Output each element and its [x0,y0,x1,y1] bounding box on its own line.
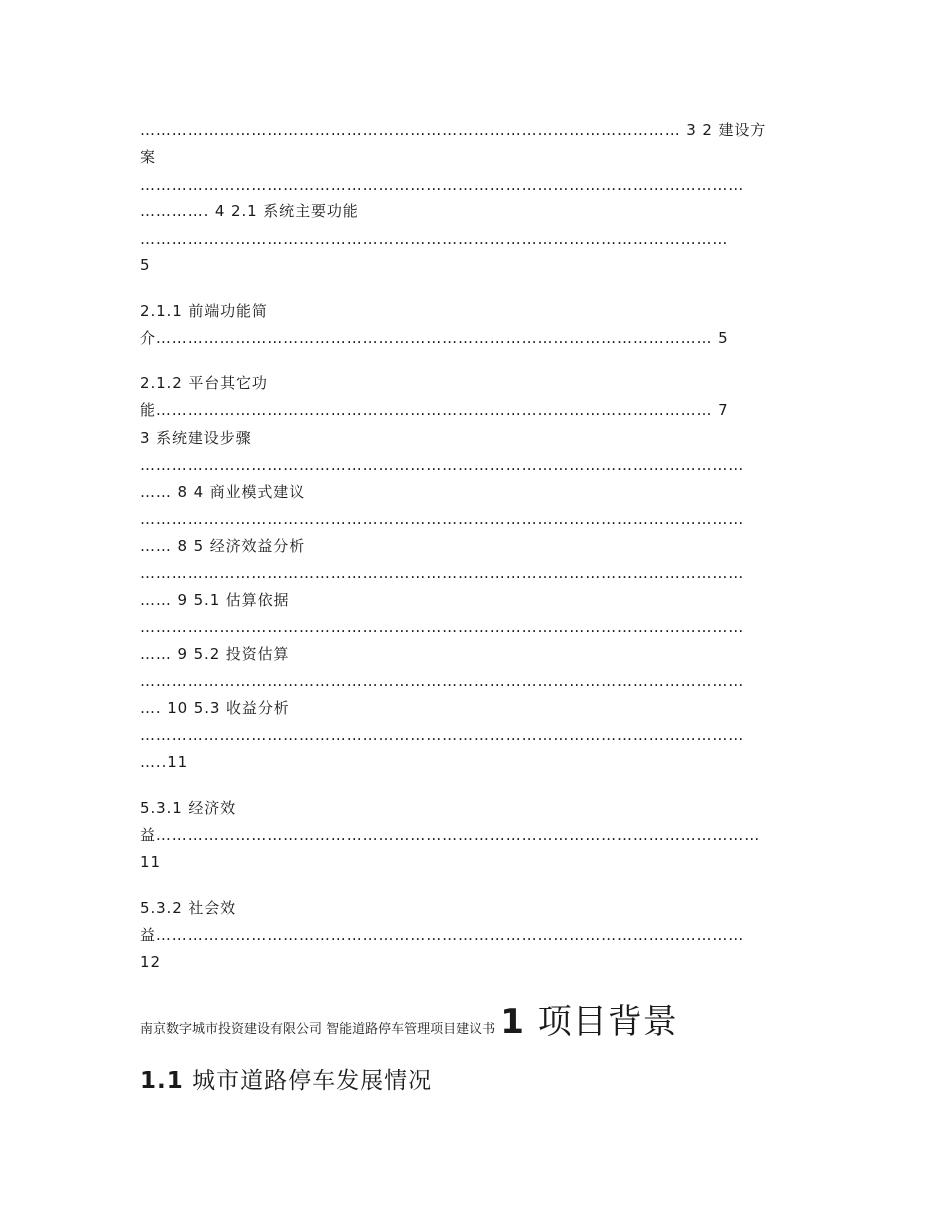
toc-line: …. 10 5.3 收益分析 [140,699,290,717]
toc-line: …… 9 5.2 投资估算 [140,645,290,663]
toc-line: ………………………………………………………………………………………… 3 2 建设方 [140,121,767,139]
toc-line: …… 8 4 商业模式建议 [140,483,306,501]
chapter-heading [500,1002,678,1042]
section-title: 城市道路停车发展情况 [192,1068,433,1094]
toc-line: …………………………………………………………………………………………………… [140,726,745,744]
toc-line: …………. 4 2.1 系统主要功能 [140,202,359,220]
toc-line: 益………………………………………………………………………………………………… [140,926,745,944]
toc-line: 5.3.1 经济效 [140,799,237,817]
toc-line: 益…………………………………………………………………………………………………… [140,826,761,844]
toc-line: …… 9 5.1 估算依据 [140,591,290,609]
footer-heading-line [140,994,678,1043]
toc-line: 2.1.2 平台其它功 [140,374,268,392]
toc-line: 12 [140,953,161,971]
toc-line: …..11 [140,753,189,771]
toc-line: 能…………………………………………………………………………………………… 7 [140,401,729,419]
toc-line: 案 [140,148,156,166]
chapter-number: 1 [500,1002,525,1042]
company-name: 南京数字城市投资建设有限公司 智能道路停车管理项目建议书 [140,1022,496,1037]
toc-line: 5 [140,256,151,274]
toc-line: …………………………………………………………………………………………………… [140,510,745,528]
toc-line: …… 8 5 经济效益分析 [140,537,306,555]
toc-line: 2.1.1 前端功能简 [140,302,268,320]
toc-line: …………………………………………………………………………………………………… [140,564,745,582]
toc-line: …………………………………………………………………………………………………… [140,456,745,474]
toc-line: …………………………………………………………………………………………………… [140,618,745,636]
toc-line: ………………………………………………………………………………………………… [140,230,729,248]
chapter-title: 项目背景 [537,1002,678,1042]
toc-line: 5.3.2 社会效 [140,899,237,917]
toc-line: …………………………………………………………………………………………………… [140,176,745,194]
toc-line: …………………………………………………………………………………………………… [140,672,745,690]
section-heading [140,1062,432,1095]
toc-line: 11 [140,853,161,871]
toc-line: 介…………………………………………………………………………………………… 5 [140,329,729,347]
section-number: 1.1 [140,1068,184,1094]
toc-line: 3 系统建设步骤 [140,429,252,447]
